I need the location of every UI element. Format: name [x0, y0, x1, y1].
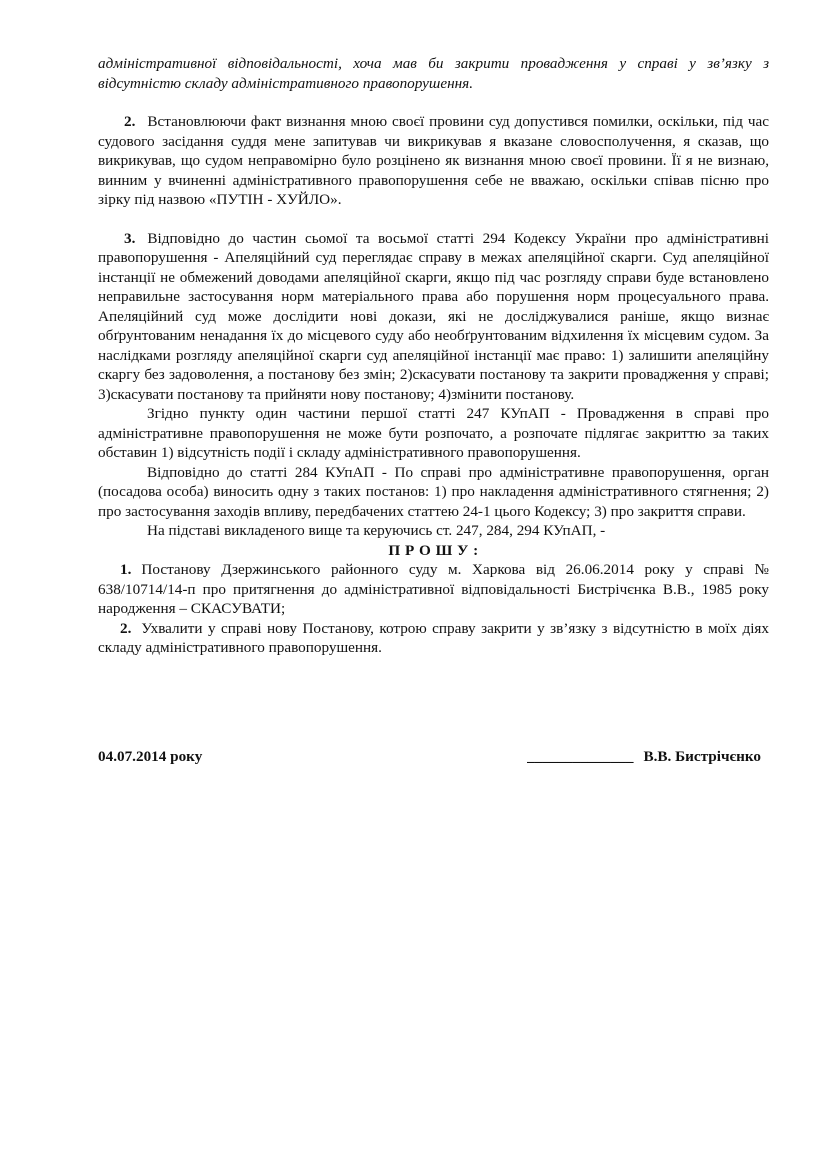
point-2-text: Встановлюючи факт визнання мною своєї провини суд допустився помилки, оскільки, під час судового засідання суддя мене запитував чи викрикував я вказане словосполучення, я сказав, що викрикував, що судом неправомірно було розцінено як визнання мною своєї провини. Її я не визнаю, винним у вчиненні адміністративного правопорушення себе не вважаю, оскільки співав пісню про зірку під назвою «ПУТІН - ХУЙЛО». [98, 113, 769, 208]
signature-block [527, 748, 761, 766]
point-3-number: 3. [124, 229, 136, 247]
request-item-2 [98, 619, 769, 658]
signature-date: 04.07.2014 року [98, 748, 203, 765]
request-heading: П Р О Ш У : [388, 541, 479, 559]
basis-paragraph: На підставі викладеного вище та керуючись ст. 247, 284, 294 КУпАП, - [147, 522, 606, 539]
signature-blank: ______________ [527, 748, 634, 765]
signatory-name: В.В. Бистрічєнко [643, 748, 761, 765]
request-2-text: Ухвалити у справі нову Постанову, котрою справу закрити у зв’язку з відсутністю в моїх діях складу адміністративного правопорушення. [98, 619, 769, 656]
request-1-text: Постанову Дзержинського районного суду м. Харкова від 26.06.2014 року у справі № 638/10714/14-п про притягнення до адміністративної відповідальності Бистрічєнка В.В., 1985 року народження – СКАСУВАТИ; [98, 561, 769, 617]
article-284-paragraph: Відповідно до статті 284 КУпАП - По справі про адміністративне правопорушення, орган (посадова особа) виносить одну з таких постанов: 1) про накладення адміністративного стягнення; 2) про застосування заходів впливу, передбачених статтею 24-1 цього Кодексу; 3) про закриття справи. [98, 463, 769, 520]
document-body [98, 54, 769, 658]
point-3-paragraph [98, 229, 769, 405]
spacer [98, 93, 769, 112]
point-2-paragraph [98, 112, 769, 210]
point-3-text: Відповідно до частин сьомої та восьмої статті 294 Кодексу України про адміністративні правопорушення - Апеляційний суд переглядає справу в межах апеляційної скарги. Суд апеляційної інстанції не обмежений доводами апеляційної скарги, якщо під час розгляду справи буде встановлено неправильне застосування норм матеріального права або порушення норм процесуального права. Апеляційний суд може дослідити нові докази, які не досліджувалися раніше, якщо визнає обґрунтованим ненадання їх до місцевого суду або необґрунтованим відхилення їх місцевим судом. За наслідками розгляду апеляційної скарги суд апеляційної інстанції має право: 1) залишити апеляційну скаргу без задоволення, а постанову без змін; 2)скасувати постанову та закрити провадження у справі; 3)скасувати постанову та прийняти нову постанову; 4)змінити постанову. [98, 229, 769, 403]
request-item-1 [98, 560, 769, 619]
request-1-number: 1. [120, 561, 132, 578]
point-2-number: 2. [124, 113, 136, 130]
spacer [98, 210, 769, 229]
request-2-number: 2. [120, 619, 132, 637]
article-247-paragraph: Згідно пункту один частини першої статті 247 КУпАП - Провадження в справі про адміністративне правопорушення не може бути розпочато, а розпочате підлягає закриттю за таких обставин 1) відсутність події і складу адміністративного правопорушення. [98, 405, 769, 461]
intro-paragraph: адміністративної відповідальності, хоча мав би закрити провадження у справі у зв’язку з відсутністю складу адміністративного правопорушення. [98, 55, 769, 92]
